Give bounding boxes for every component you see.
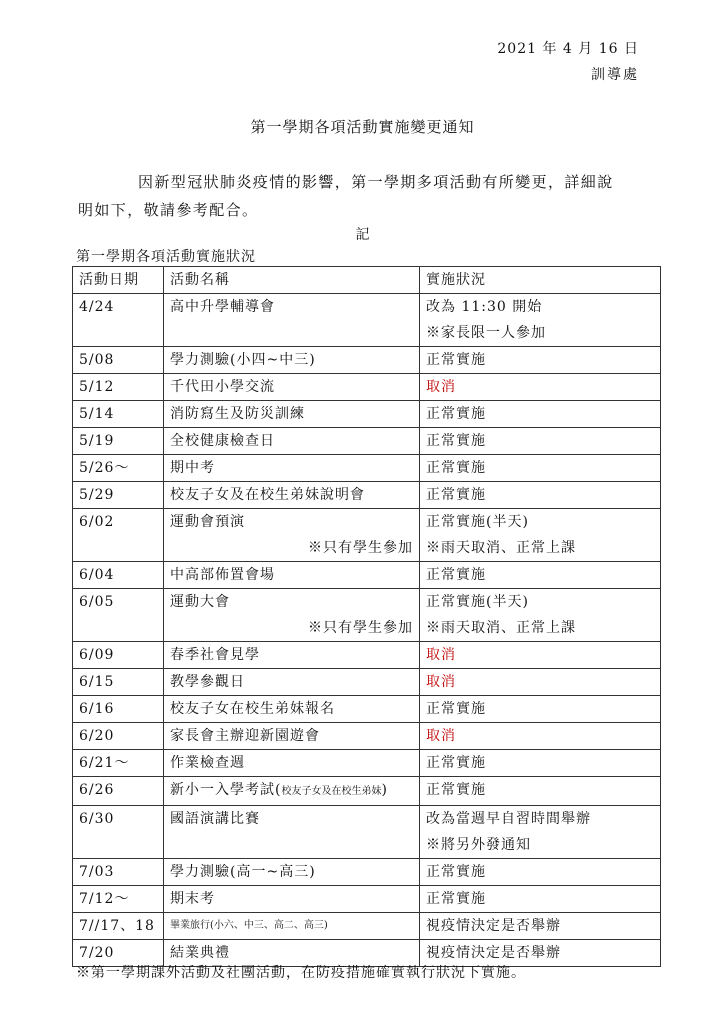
activity-name: 作業檢查週 — [170, 755, 245, 771]
cell-name — [164, 886, 420, 913]
cell-date: 5/14 — [73, 401, 164, 428]
activity-name: 結業典禮 — [170, 945, 230, 961]
activity-name-note: ※只有學生參加 — [308, 540, 413, 556]
activity-name: 消防寫生及防災訓練 — [170, 406, 305, 422]
activity-name-close: ) — [381, 782, 388, 798]
cell-name — [164, 913, 420, 940]
activity-name: 國語演講比賽 — [170, 811, 260, 827]
cell-name — [164, 589, 420, 642]
table-row — [73, 696, 661, 723]
activity-name: 期中考 — [170, 460, 215, 476]
cell-status — [420, 669, 661, 696]
table-caption: 第一學期各項活動實施狀況 — [76, 249, 256, 265]
cell-name — [164, 642, 420, 669]
table-row — [73, 455, 661, 482]
document-date: 2021 年 4 月 16 日 — [497, 41, 639, 57]
cell-date: 5/12 — [73, 374, 164, 401]
status-text: 正常實施 — [426, 352, 486, 368]
status-cancelled: 取消 — [426, 728, 456, 744]
status-text: 視疫情決定是否舉辦 — [426, 918, 561, 934]
activity-name: 校友子女及在校生弟妹說明會 — [170, 487, 365, 503]
activity-name: 畢業旅行(小六、中三、高二、高三) — [170, 920, 328, 931]
cell-name — [164, 562, 420, 589]
activity-name: 運動會預演 — [170, 514, 245, 530]
cell-name — [164, 669, 420, 696]
table-row — [73, 859, 661, 886]
cell-date: 6/05 — [73, 589, 164, 642]
table-row — [73, 562, 661, 589]
status-text: 正常實施 — [426, 755, 486, 771]
table-body — [73, 294, 661, 967]
cell-name — [164, 347, 420, 374]
cell-date: 7/20 — [73, 940, 164, 967]
cell-date: 6/20 — [73, 723, 164, 750]
status-text: 視疫情決定是否舉辦 — [426, 945, 561, 961]
ji-marker: 記 — [355, 227, 370, 243]
status-text: 正常實施 — [426, 567, 486, 583]
table-row — [73, 401, 661, 428]
status-note: ※雨天取消、正常上課 — [426, 540, 576, 556]
table-row — [73, 294, 661, 347]
cell-name — [164, 401, 420, 428]
table-row — [73, 509, 661, 562]
status-text: 正常實施 — [426, 891, 486, 907]
activity-name: 學力測驗(小四~中三) — [170, 352, 316, 368]
activity-name: 千代田小學交流 — [170, 379, 275, 395]
status-text: 正常實施 — [426, 701, 486, 717]
status-text: 正常實施 — [426, 864, 486, 880]
table-row — [73, 589, 661, 642]
activity-name-note: ※只有學生參加 — [308, 620, 413, 636]
header-date: 活動日期 — [73, 267, 164, 294]
cell-name — [164, 723, 420, 750]
cell-name — [164, 750, 420, 777]
cell-date: 6/09 — [73, 642, 164, 669]
cell-date: 6/04 — [73, 562, 164, 589]
cell-date: 6/16 — [73, 696, 164, 723]
cell-name — [164, 428, 420, 455]
activity-name: 高中升學輔導會 — [170, 299, 275, 315]
cell-date: 7/03 — [73, 859, 164, 886]
cell-status — [420, 589, 661, 642]
cell-date: 4/24 — [73, 294, 164, 347]
activity-name: 家長會主辦迎新園遊會 — [170, 728, 320, 744]
activity-name: 春季社會見學 — [170, 647, 260, 663]
cell-date: 6/15 — [73, 669, 164, 696]
cell-name — [164, 859, 420, 886]
cell-name — [164, 455, 420, 482]
status-text: 正常實施(半天) — [426, 514, 529, 530]
status-text: 正常實施 — [426, 460, 486, 476]
cell-status — [420, 777, 661, 806]
table-row — [73, 374, 661, 401]
cell-date: 6/30 — [73, 806, 164, 859]
cell-status — [420, 428, 661, 455]
table-row — [73, 777, 661, 806]
status-text: 改為 11:30 開始 — [426, 299, 543, 315]
activity-name: 教學參觀日 — [170, 674, 245, 690]
intro-paragraph — [78, 168, 648, 224]
table-row — [73, 347, 661, 374]
cell-date: 6/21～ — [73, 750, 164, 777]
cell-status — [420, 750, 661, 777]
status-text: 正常實施 — [426, 487, 486, 503]
table-row — [73, 886, 661, 913]
cell-date: 5/29 — [73, 482, 164, 509]
document-title: 第一學期各項活動實施變更通知 — [250, 118, 475, 136]
cell-status — [420, 509, 661, 562]
cell-date: 6/26 — [73, 777, 164, 806]
table-row — [73, 482, 661, 509]
activity-name: 校友子女在校生弟妹報名 — [170, 701, 335, 717]
cell-name — [164, 696, 420, 723]
status-text: 正常實施(半天) — [426, 594, 529, 610]
activity-name: 全校健康檢查日 — [170, 433, 275, 449]
activity-name-note: 校友子女及在校生弟妹 — [281, 786, 382, 797]
cell-status — [420, 562, 661, 589]
cell-status — [420, 723, 661, 750]
table-row — [73, 428, 661, 455]
status-note: ※雨天取消、正常上課 — [426, 620, 576, 636]
cell-date: 7//17、18 — [73, 913, 164, 940]
status-text: 正常實施 — [426, 433, 486, 449]
status-cancelled: 取消 — [426, 674, 456, 690]
status-text: 改為當週早自習時間舉辦 — [426, 811, 591, 827]
status-cancelled: 取消 — [426, 379, 456, 395]
cell-status — [420, 294, 661, 347]
activity-name: 期末考 — [170, 891, 215, 907]
activity-name — [170, 777, 413, 805]
table-row — [73, 750, 661, 777]
issuing-department: 訓導處 — [591, 67, 639, 83]
header-status: 實施狀況 — [420, 267, 661, 294]
activity-name: 運動大會 — [170, 594, 230, 610]
cell-name — [164, 374, 420, 401]
cell-date: 5/08 — [73, 347, 164, 374]
intro-line-2: 明如下，敬請參考配合。 — [78, 201, 259, 219]
status-text: 正常實施 — [426, 782, 486, 798]
table-row — [73, 642, 661, 669]
activity-name: 學力測驗(高一~高三) — [170, 864, 316, 880]
cell-name — [164, 482, 420, 509]
cell-name — [164, 806, 420, 859]
cell-status — [420, 806, 661, 859]
header-name: 活動名稱 — [164, 267, 420, 294]
cell-name — [164, 777, 420, 806]
table-row — [73, 723, 661, 750]
cell-status — [420, 374, 661, 401]
status-note: ※將另外發通知 — [426, 837, 531, 853]
intro-line-1: 因新型冠狀肺炎疫情的影響，第一學期多項活動有所變更，詳細說 — [138, 173, 614, 191]
cell-date: 5/19 — [73, 428, 164, 455]
cell-status — [420, 859, 661, 886]
status-text: 正常實施 — [426, 406, 486, 422]
cell-status — [420, 482, 661, 509]
status-cancelled: 取消 — [426, 647, 456, 663]
cell-date: 5/26～ — [73, 455, 164, 482]
cell-status — [420, 455, 661, 482]
footer-note: ※第一學期課外活動及社團活動，在防疫措施確實執行狀況下實施。 — [76, 965, 526, 981]
table-header-row — [73, 267, 661, 294]
table-row — [73, 913, 661, 940]
table-row — [73, 806, 661, 859]
cell-status — [420, 642, 661, 669]
activity-name: 中高部佈置會場 — [170, 567, 275, 583]
cell-status — [420, 886, 661, 913]
cell-name — [164, 294, 420, 347]
activity-name-text: 新小一入學考試( — [170, 782, 282, 798]
table-row — [73, 669, 661, 696]
cell-name — [164, 509, 420, 562]
cell-status — [420, 913, 661, 940]
cell-date: 6/02 — [73, 509, 164, 562]
activity-schedule-table — [72, 266, 661, 967]
cell-status — [420, 696, 661, 723]
cell-date: 7/12～ — [73, 886, 164, 913]
status-note: ※家長限一人參加 — [426, 325, 546, 341]
cell-status — [420, 401, 661, 428]
cell-status — [420, 347, 661, 374]
